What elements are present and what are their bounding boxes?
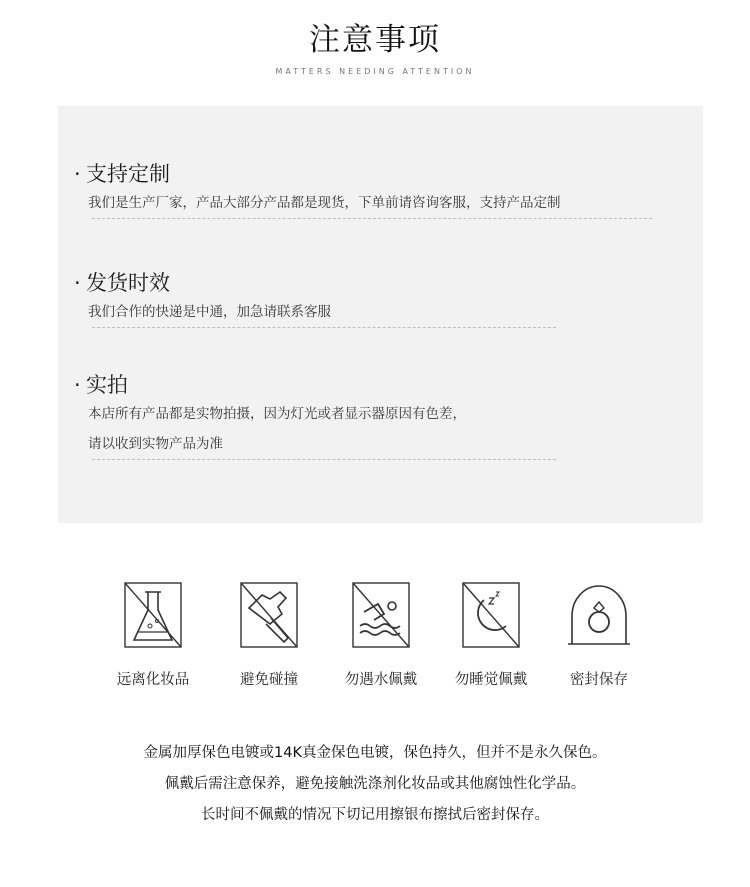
dashed-divider <box>92 327 556 328</box>
section-heading-text: 发货时效 <box>86 271 170 295</box>
section-heading <box>74 369 556 399</box>
bullet: · <box>74 162 81 186</box>
note-line: 金属加厚保色电镀或14K真金保色电镀，保色持久，但并不是永久保色。 <box>143 745 607 761</box>
dashed-divider <box>92 459 556 460</box>
section-text: 我们是生产厂家，产品大部分产品都是现货，下单前请咨询客服，支持产品定制 <box>88 195 561 211</box>
hammer-crossed-icon <box>240 582 298 648</box>
care-label: 远离化妆品 <box>116 672 190 688</box>
note-line: 佩戴后需注意保养，避免接触洗涤剂化妆品或其他腐蚀性化学品。 <box>164 776 586 792</box>
care-label: 勿遇水佩戴 <box>344 672 418 688</box>
bullet: · <box>74 373 81 397</box>
care-item <box>431 582 551 689</box>
bullet: · <box>74 271 81 295</box>
care-label: 勿睡觉佩戴 <box>454 672 528 688</box>
section-heading <box>74 158 652 188</box>
section-shipping <box>74 267 556 328</box>
section-text: 本店所有产品都是实物拍摄，因为灯光或者显示器原因有色差， <box>88 406 466 422</box>
care-notes <box>0 738 750 831</box>
section-heading <box>74 267 556 297</box>
care-icons-row <box>0 582 750 692</box>
flask-crossed-icon <box>124 582 182 648</box>
care-label: 避免碰撞 <box>240 672 298 688</box>
notice-panel <box>58 106 703 523</box>
section-text: 请以收到实物产品为准 <box>88 436 223 452</box>
dashed-divider <box>92 218 652 219</box>
note-line: 长时间不佩戴的情况下切记用擦银布擦拭后密封保存。 <box>201 807 549 823</box>
ring-box-icon <box>566 582 632 648</box>
sleep-moon-crossed-icon <box>462 582 520 648</box>
care-item <box>321 582 441 689</box>
care-label: 密封保存 <box>570 672 628 688</box>
section-customization <box>74 158 652 219</box>
section-real-photos <box>74 369 556 460</box>
section-text: 我们合作的快递是中通，加急请联系客服 <box>88 304 331 320</box>
page-title: 注意事项 <box>309 22 441 58</box>
care-item <box>93 582 213 689</box>
care-item <box>209 582 329 689</box>
page-subtitle: MATTERS NEEDING ATTENTION <box>275 67 475 76</box>
section-heading-text: 实拍 <box>86 373 128 397</box>
care-item <box>539 582 659 689</box>
section-heading-text: 支持定制 <box>86 162 170 186</box>
swimmer-crossed-icon <box>352 582 410 648</box>
